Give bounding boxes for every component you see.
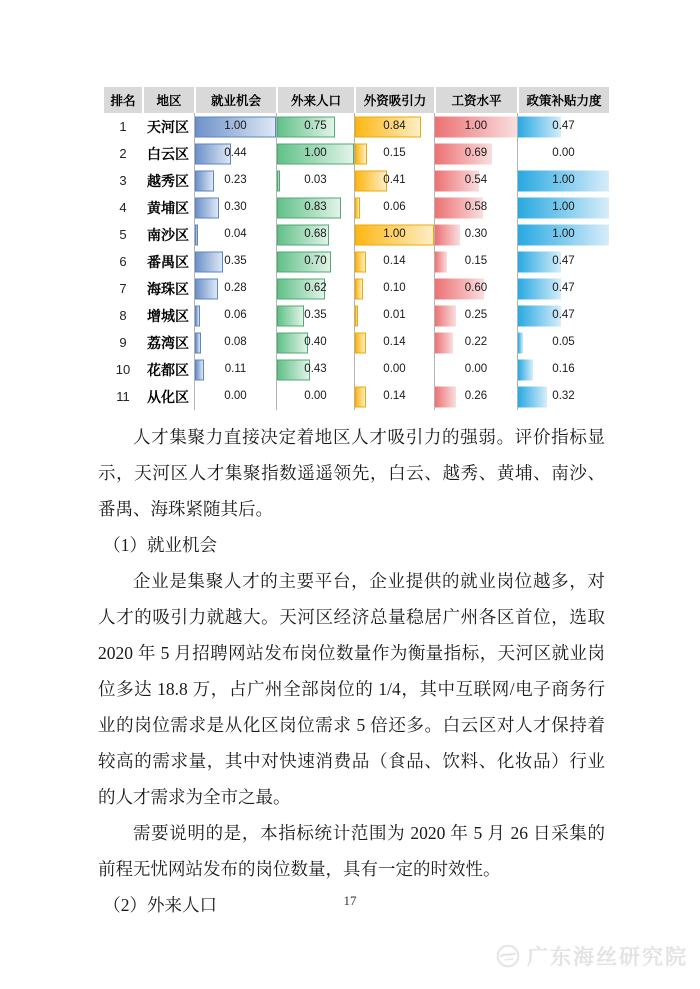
metric-value: 0.68	[304, 228, 327, 240]
ranking-table-body	[104, 113, 609, 410]
metric-cell	[354, 221, 434, 248]
table-row	[104, 221, 609, 248]
section-heading-migrant-population: （2）外来人口	[103, 895, 217, 915]
metric-cell	[194, 113, 276, 140]
district-cell: 天河区	[147, 118, 189, 135]
paragraph-data-note: 需要说明的是，本指标统计范围为 2020 年 5 月 26 日采集的前程无忧网站发布的岗位数量，具有一定的时效性。	[98, 823, 605, 879]
metric-value: 0.60	[464, 282, 488, 294]
rank-cell: 3	[119, 173, 127, 188]
metric-cell	[434, 329, 517, 356]
metric-value: 0.35	[224, 255, 247, 267]
metric-value: 0.04	[224, 228, 247, 240]
metric-value: 0.47	[552, 255, 575, 267]
rank-cell: 9	[119, 335, 127, 350]
district-cell: 增城区	[147, 307, 189, 324]
paragraph-talent-summary: 人才集聚力直接决定着地区人才吸引力的强弱。评价指标显示，天河区人才集聚指数遥遥领先，白云、越秀、黄埔、南沙、番禺、海珠紧随其后。	[98, 427, 605, 519]
metric-cell	[434, 383, 517, 410]
metric-value: 0.25	[464, 309, 488, 321]
metric-value: 0.26	[464, 390, 488, 402]
metric-cell	[354, 140, 434, 167]
metric-cell	[194, 356, 276, 383]
metric-cell	[276, 194, 354, 221]
metric-value: 0.00	[552, 147, 575, 159]
metric-value: 0.30	[464, 228, 488, 240]
metric-cell	[354, 194, 434, 221]
metric-cell	[194, 383, 276, 410]
metric-cell	[517, 329, 609, 356]
metric-cell	[354, 302, 434, 329]
metric-cell	[517, 113, 609, 140]
metric-value: 0.00	[464, 363, 488, 375]
metric-value: 0.00	[304, 390, 327, 402]
table-header-row	[104, 87, 609, 113]
table-row	[104, 302, 609, 329]
metric-cell	[194, 167, 276, 194]
brand-logo-icon	[495, 943, 521, 969]
metric-cell	[517, 248, 609, 275]
metric-value: 0.40	[304, 336, 327, 348]
rank-cell: 10	[115, 362, 131, 377]
metric-value: 1.00	[224, 120, 247, 132]
metric-value: 0.06	[224, 309, 247, 321]
metric-cell	[517, 383, 609, 410]
metric-value: 1.00	[552, 201, 575, 213]
metric-cell	[276, 221, 354, 248]
paragraph-employment-detail: 企业是集聚人才的主要平台，企业提供的就业岗位越多，对人才的吸引力就越大。天河区经济总量稳居广州各区首位，选取 2020 年 5 月招聘网站发布岗位数量作为衡量指标，天河区就业岗位多达 18.8 万，占广州全部岗位的 1/4，其中互联网/电子商务行业的岗位需求是从化区岗位需求 5 倍还多。白云区对人才保持着较高的需求量，其中对快速消费品（食品、饮料、化妆品）行业的人才需求为全市之最。	[98, 571, 605, 807]
metric-value: 0.00	[224, 390, 247, 402]
district-cell: 番禺区	[147, 253, 189, 270]
rank-cell: 11	[116, 389, 130, 404]
district-cell: 荔湾区	[147, 334, 189, 351]
metric-cell	[276, 329, 354, 356]
rank-cell: 1	[119, 119, 127, 134]
metric-cell	[276, 248, 354, 275]
metric-value: 0.75	[304, 120, 327, 132]
metric-cell	[517, 194, 609, 221]
metric-value: 0.84	[383, 120, 406, 132]
metric-cell	[517, 302, 609, 329]
metric-cell	[194, 194, 276, 221]
metric-value: 0.30	[224, 201, 247, 213]
table-row	[104, 275, 609, 302]
metric-value: 0.70	[304, 255, 327, 267]
metric-cell	[354, 329, 434, 356]
metric-cell	[354, 275, 434, 302]
metric-value: 0.05	[552, 336, 575, 348]
metric-value: 1.00	[552, 228, 575, 240]
table-row	[104, 383, 609, 410]
rank-cell: 5	[119, 227, 127, 242]
metric-value: 0.03	[304, 174, 327, 186]
metric-value: 1.00	[552, 174, 575, 186]
metric-value: 0.35	[304, 309, 327, 321]
column-header: 地区	[142, 87, 194, 113]
metric-value: 0.06	[383, 201, 406, 213]
metric-cell	[194, 140, 276, 167]
metric-value: 0.15	[383, 147, 406, 159]
table-row	[104, 140, 609, 167]
column-header: 排名	[104, 87, 142, 113]
rank-cell: 6	[119, 254, 127, 269]
metric-cell	[194, 248, 276, 275]
metric-cell	[434, 167, 517, 194]
district-cell: 白云区	[147, 145, 189, 162]
table-row	[104, 167, 609, 194]
metric-value: 0.47	[552, 309, 575, 321]
rank-cell: 7	[119, 281, 127, 296]
rank-cell: 2	[119, 146, 127, 161]
district-cell: 南沙区	[147, 226, 189, 243]
metric-value: 0.14	[383, 390, 406, 402]
metric-value: 1.00	[383, 228, 406, 240]
brand-name: 广东海丝研究院	[527, 946, 688, 969]
metric-cell	[517, 167, 609, 194]
metric-cell	[434, 275, 517, 302]
metric-cell	[434, 194, 517, 221]
metric-value: 0.23	[224, 174, 247, 186]
metric-cell	[354, 383, 434, 410]
metric-cell	[434, 356, 517, 383]
metric-cell	[276, 383, 354, 410]
metric-value: 0.15	[464, 255, 488, 267]
page-number: 17	[343, 893, 357, 908]
district-cell: 花都区	[147, 361, 189, 378]
metric-cell	[434, 302, 517, 329]
column-header: 就业机会	[194, 87, 276, 113]
metric-value: 0.83	[304, 201, 327, 213]
metric-cell	[517, 140, 609, 167]
metric-value: 0.47	[552, 120, 575, 132]
metric-value: 0.47	[552, 282, 575, 294]
metric-cell	[434, 248, 517, 275]
metric-value: 0.69	[464, 147, 488, 159]
metric-value: 0.14	[383, 336, 406, 348]
metric-cell	[517, 275, 609, 302]
metric-value: 0.01	[383, 309, 406, 321]
metric-value: 1.00	[464, 120, 488, 132]
body-text	[98, 419, 605, 923]
metric-cell	[354, 167, 434, 194]
metric-value: 0.44	[224, 147, 247, 159]
metric-value: 0.54	[464, 174, 488, 186]
metric-cell	[434, 221, 517, 248]
metric-cell	[354, 113, 434, 140]
metric-value: 0.43	[304, 363, 327, 375]
metric-cell	[194, 275, 276, 302]
metric-cell	[194, 221, 276, 248]
table-row	[104, 113, 609, 140]
column-header: 工资水平	[434, 87, 517, 113]
metric-cell	[354, 248, 434, 275]
ranking-table	[104, 87, 609, 410]
metric-value: 0.10	[383, 282, 406, 294]
metric-value: 1.00	[304, 147, 327, 159]
table-row	[104, 356, 609, 383]
metric-cell	[194, 302, 276, 329]
rank-cell: 4	[119, 200, 127, 215]
metric-value: 0.58	[464, 201, 488, 213]
table-row	[104, 248, 609, 275]
district-cell: 海珠区	[147, 280, 189, 297]
metric-cell	[276, 356, 354, 383]
column-header: 外资吸引力	[354, 87, 434, 113]
column-header: 外来人口	[276, 87, 354, 113]
metric-cell	[434, 140, 517, 167]
metric-value: 0.32	[552, 390, 575, 402]
metric-value: 0.28	[224, 282, 247, 294]
table-row	[104, 329, 609, 356]
metric-value: 0.08	[224, 336, 247, 348]
rank-cell: 8	[119, 308, 127, 323]
metric-value: 0.41	[383, 174, 406, 186]
metric-value: 0.16	[552, 363, 575, 375]
footer-watermark	[495, 941, 688, 971]
metric-cell	[276, 140, 354, 167]
metric-cell	[276, 113, 354, 140]
metric-cell	[276, 275, 354, 302]
district-cell: 越秀区	[147, 172, 189, 189]
district-cell: 从化区	[147, 388, 189, 405]
metric-value: 0.11	[224, 363, 247, 375]
metric-cell	[194, 329, 276, 356]
metric-value: 0.00	[383, 363, 406, 375]
metric-value: 0.14	[383, 255, 406, 267]
section-heading-employment: （1）就业机会	[103, 535, 217, 555]
metric-cell	[434, 113, 517, 140]
metric-value: 0.62	[304, 282, 327, 294]
metric-cell	[517, 356, 609, 383]
metric-value: 0.22	[464, 336, 488, 348]
district-cell: 黄埔区	[147, 199, 189, 216]
metric-cell	[276, 302, 354, 329]
table-row	[104, 194, 609, 221]
column-header: 政策补贴力度	[517, 87, 609, 113]
metric-cell	[276, 167, 354, 194]
metric-cell	[517, 221, 609, 248]
metric-cell	[354, 356, 434, 383]
